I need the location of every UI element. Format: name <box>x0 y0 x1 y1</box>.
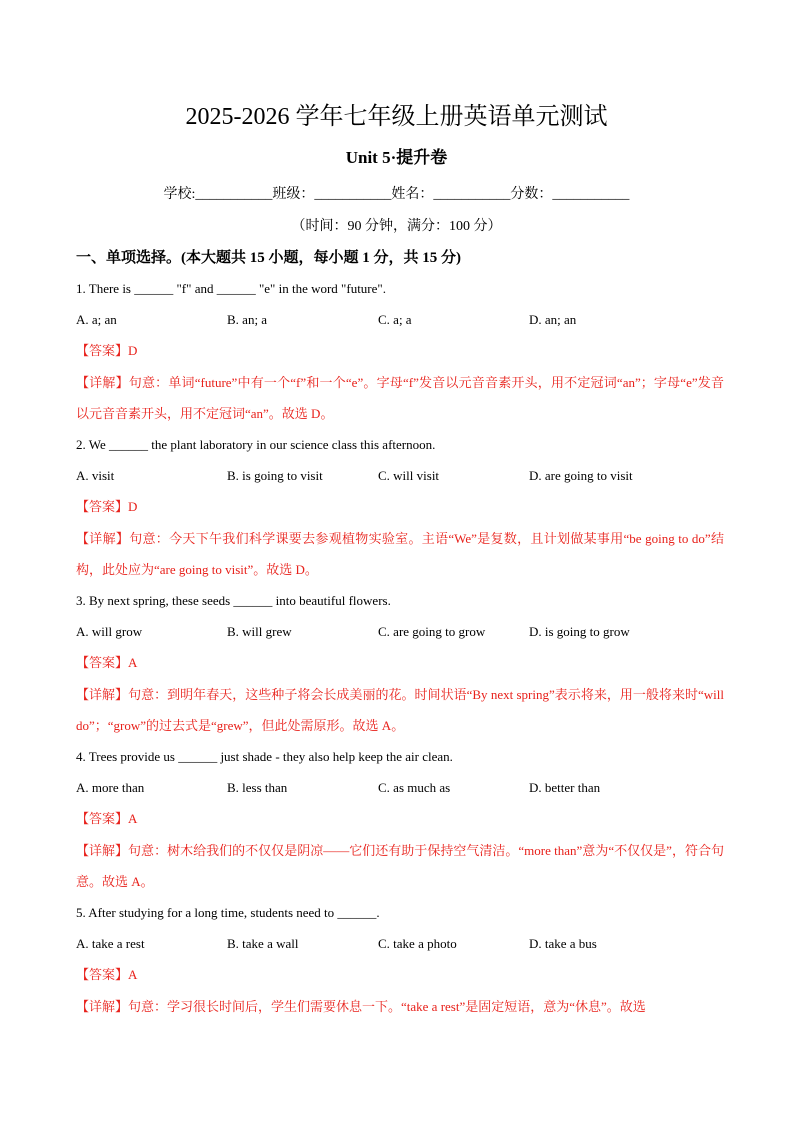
option-b: B. is going to visit <box>227 468 323 483</box>
option-c: C. as much as <box>378 780 451 795</box>
option-a: A. a; an <box>76 312 117 327</box>
option-b: B. take a wall <box>227 936 299 951</box>
answer-label: 【答案】A <box>76 967 138 982</box>
question-stem: 1. There is ______ "f" and ______ "e" in the word "future". <box>76 281 386 296</box>
option-d: D. an; an <box>529 312 577 327</box>
question-stem: 5. After studying for a long time, students need to ______. <box>76 905 380 920</box>
exam-title: 2025-2026 学年七年级上册英语单元测试 <box>185 104 608 130</box>
option-b: B. will grew <box>227 624 292 639</box>
option-a: A. take a rest <box>76 936 145 951</box>
option-c: C. will visit <box>378 468 440 483</box>
time-score-note: （时间：90 分钟，满分：100 分） <box>291 219 502 234</box>
option-d: D. take a bus <box>529 936 597 951</box>
answer-label: 【答案】D <box>76 499 138 514</box>
answer-label: 【答案】D <box>76 343 138 358</box>
option-a: A. more than <box>76 780 145 795</box>
exam-subtitle: Unit 5·提升卷 <box>345 148 448 167</box>
explanation: 【详解】句意：单词“future”中有一个“f”和一个“e”。字母“f”发音以元音音素开头，用不定冠词“an”；字母“e”发音以元音音素开头，用不定冠词“an”。故选 D。 <box>76 375 724 421</box>
option-b: B. an; a <box>227 312 268 327</box>
explanation: 【详解】句意：到明年春天，这些种子将会长成美丽的花。时间状语“By next spring”表示将来，用一般将来时“will do”；“grow”的过去式是“grew”，但此处需原形。故选 A。 <box>76 687 724 733</box>
section-heading: 一、单项选择。(本大题共 15 小题，每小题 1 分，共 15 分) <box>76 250 461 266</box>
option-c: C. a; a <box>378 312 412 327</box>
option-b: B. less than <box>227 780 288 795</box>
question-stem: 3. By next spring, these seeds ______ into beautiful flowers. <box>76 593 391 608</box>
option-d: D. is going to grow <box>529 624 630 639</box>
option-c: C. take a photo <box>378 936 457 951</box>
student-info-line: 学校:___________班级：___________姓名：___________分数：___________ <box>163 187 630 202</box>
option-d: D. better than <box>529 780 601 795</box>
explanation: 【详解】句意：学习很长时间后，学生们需要休息一下。“take a rest”是固定短语，意为“休息”。故选 <box>76 999 646 1014</box>
answer-label: 【答案】A <box>76 811 138 826</box>
explanation: 【详解】句意：今天下午我们科学课要去参观植物实验室。主语“We”是复数，且计划做某事用“be going to do”结构，此处应为“are going to visit”。故选 D。 <box>76 531 724 577</box>
question-stem: 2. We ______ the plant laboratory in our science class this afternoon. <box>76 437 436 452</box>
option-c: C. are going to grow <box>378 624 486 639</box>
option-a: A. will grow <box>76 624 143 639</box>
option-a: A. visit <box>76 468 115 483</box>
answer-label: 【答案】A <box>76 655 138 670</box>
option-d: D. are going to visit <box>529 468 633 483</box>
question-stem: 4. Trees provide us ______ just shade - they also help keep the air clean. <box>76 749 453 764</box>
explanation: 【详解】句意：树木给我们的不仅仅是阴凉——它们还有助于保持空气清洁。“more than”意为“不仅仅是”，符合句意。故选 A。 <box>76 843 724 889</box>
